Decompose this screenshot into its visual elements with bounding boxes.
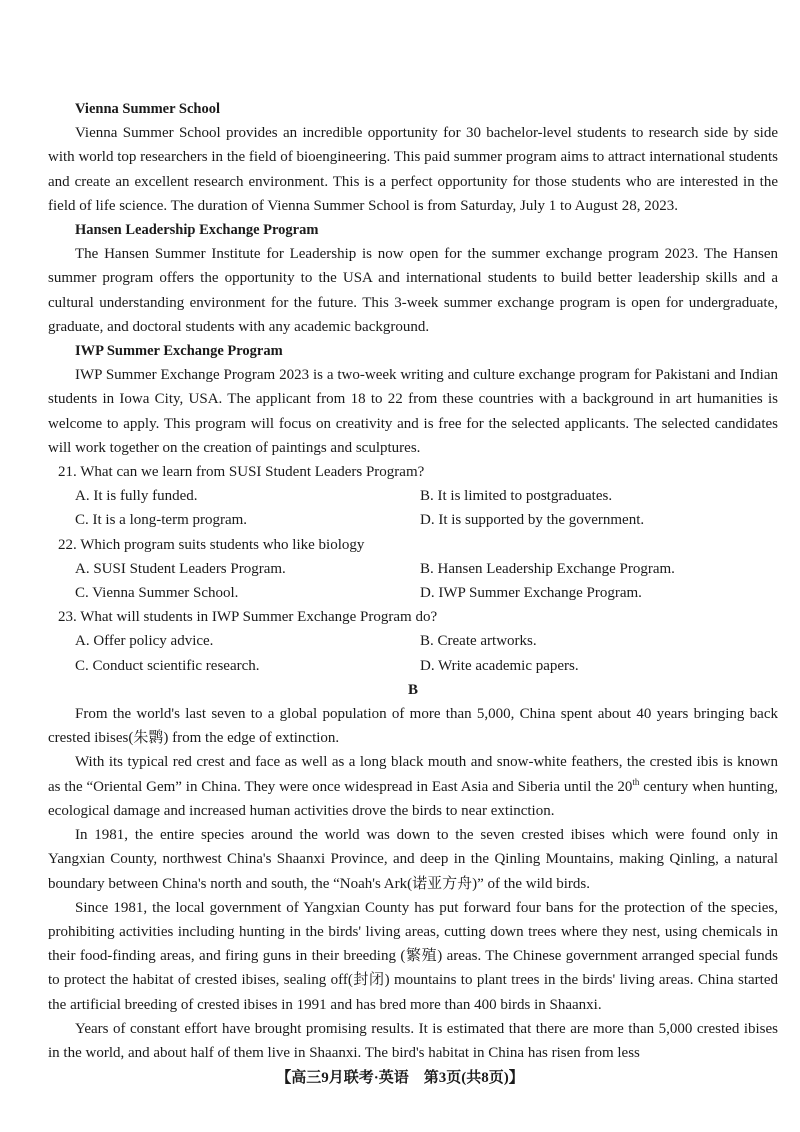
option-a: A. Offer policy advice.: [75, 633, 214, 650]
section-vienna: [48, 97, 778, 218]
option-d: D. IWP Summer Exchange Program.: [420, 585, 642, 602]
option-b: B. Hansen Leadership Exchange Program.: [420, 560, 675, 577]
section-body: IWP Summer Exchange Program 2023 is a two-week writing and culture exchange program for Pakistani and Indian students in Iowa City, USA. The applicant from 18 to 22 from these countries with a background in art humanities is welcome to apply. This program will focus on creativity and is free for the selected applicants. The selected candidates will work together on the creation of paintings and sculptures.: [48, 367, 778, 456]
question-23: [48, 605, 778, 678]
superscript: th: [632, 776, 640, 787]
option-c: C. Conduct scientific research.: [75, 657, 260, 674]
question-22: [48, 533, 778, 606]
option-d: D. It is supported by the government.: [420, 512, 645, 529]
option-b: B. Create artworks.: [420, 633, 537, 650]
option-a: A. SUSI Student Leaders Program.: [75, 560, 286, 577]
section-hansen: [48, 218, 778, 339]
question-stem: 22. Which program suits students who like biology: [58, 536, 365, 553]
exam-page: [48, 97, 778, 1065]
section-heading: Hansen Leadership Exchange Program: [75, 222, 319, 239]
option-c: C. It is a long-term program.: [75, 512, 248, 529]
page-footer: 【高三9月联考·英语 第3页(共8页)】: [276, 1070, 524, 1086]
paragraph: Since 1981, the local government of Yangxian County has put forward four bans for the protection of the species, prohibiting activities including hunting in the birds' living areas, cutting down trees where they nest, using chemicals in their food-finding areas, and firing guns in their breeding (繁殖) areas. The Chinese government arranged special funds to protect the habitat of crested ibises, sealing off(封闭) mountains to plant trees in the birds' living areas. China started the artificial breeding of crested ibises in 1991 and has bred more than 400 birds in Shaanxi.: [48, 899, 778, 1013]
section-label-b: B: [407, 681, 418, 698]
section-heading: Vienna Summer School: [75, 101, 221, 117]
section-body: Vienna Summer School provides an incredible opportunity for 30 bachelor-level students to research side by side with world top researchers in the field of bioengineering. This paid summer program aims to attract international students and create an excellent research environment. This is a perfect opportunity for those students who are interested in the field of life science. The duration of Vienna Summer School is from Saturday, July 1 to August 28, 2023.: [48, 125, 778, 214]
paragraph: Years of constant effort have brought promising results. It is estimated that there are more than 5,000 crested ibises in the world, and about half of them live in Shaanxi. The bird's habitat in China has risen from less: [48, 1020, 778, 1061]
section-body: The Hansen Summer Institute for Leadership is now open for the summer exchange program 2023. The Hansen summer program offers the opportunity to the USA and international students to build better leadership skills and a cultural understanding environment for the future. This 3-week summer exchange program is open for undergraduate, graduate, and doctoral students with any academic background.: [48, 246, 778, 335]
option-c: C. Vienna Summer School.: [75, 585, 239, 602]
question-stem: 21. What can we learn from SUSI Student Leaders Program?: [58, 464, 425, 481]
paragraph-text: century when hunting, ecological damage and increased human activities drove the birds to near extinction.: [48, 778, 778, 819]
question-21: [48, 460, 778, 533]
paragraph: In 1981, the entire species around the world was down to the seven crested ibises which were found only in Yangxian County, northwest China's Shaanxi Province, and deep in the Qinling Mountains, making Qinling, a natural boundary between China's north and south, the “Noah's Ark(诺亚方舟)” of the wild birds.: [48, 827, 778, 892]
option-a: A. It is fully funded.: [75, 488, 198, 505]
section-iwp: [48, 339, 778, 460]
paragraph-text: With its typical red crest and face as well as a long black mouth and snow-white feathers, the crested ibis is known as the “Oriental Gem” in China. They were once widespread in East Asia and Siberia until the 20: [48, 754, 778, 795]
section-heading: IWP Summer Exchange Program: [75, 343, 283, 360]
option-b: B. It is limited to postgraduates.: [420, 488, 613, 505]
option-d: D. Write academic papers.: [420, 657, 579, 674]
paragraph: [48, 750, 778, 823]
question-stem: 23. What will students in IWP Summer Exchange Program do?: [58, 609, 438, 626]
paragraph: From the world's last seven to a global population of more than 5,000, China spent about 40 years bringing back crested ibises(朱鹮) from the edge of extinction.: [48, 706, 778, 747]
